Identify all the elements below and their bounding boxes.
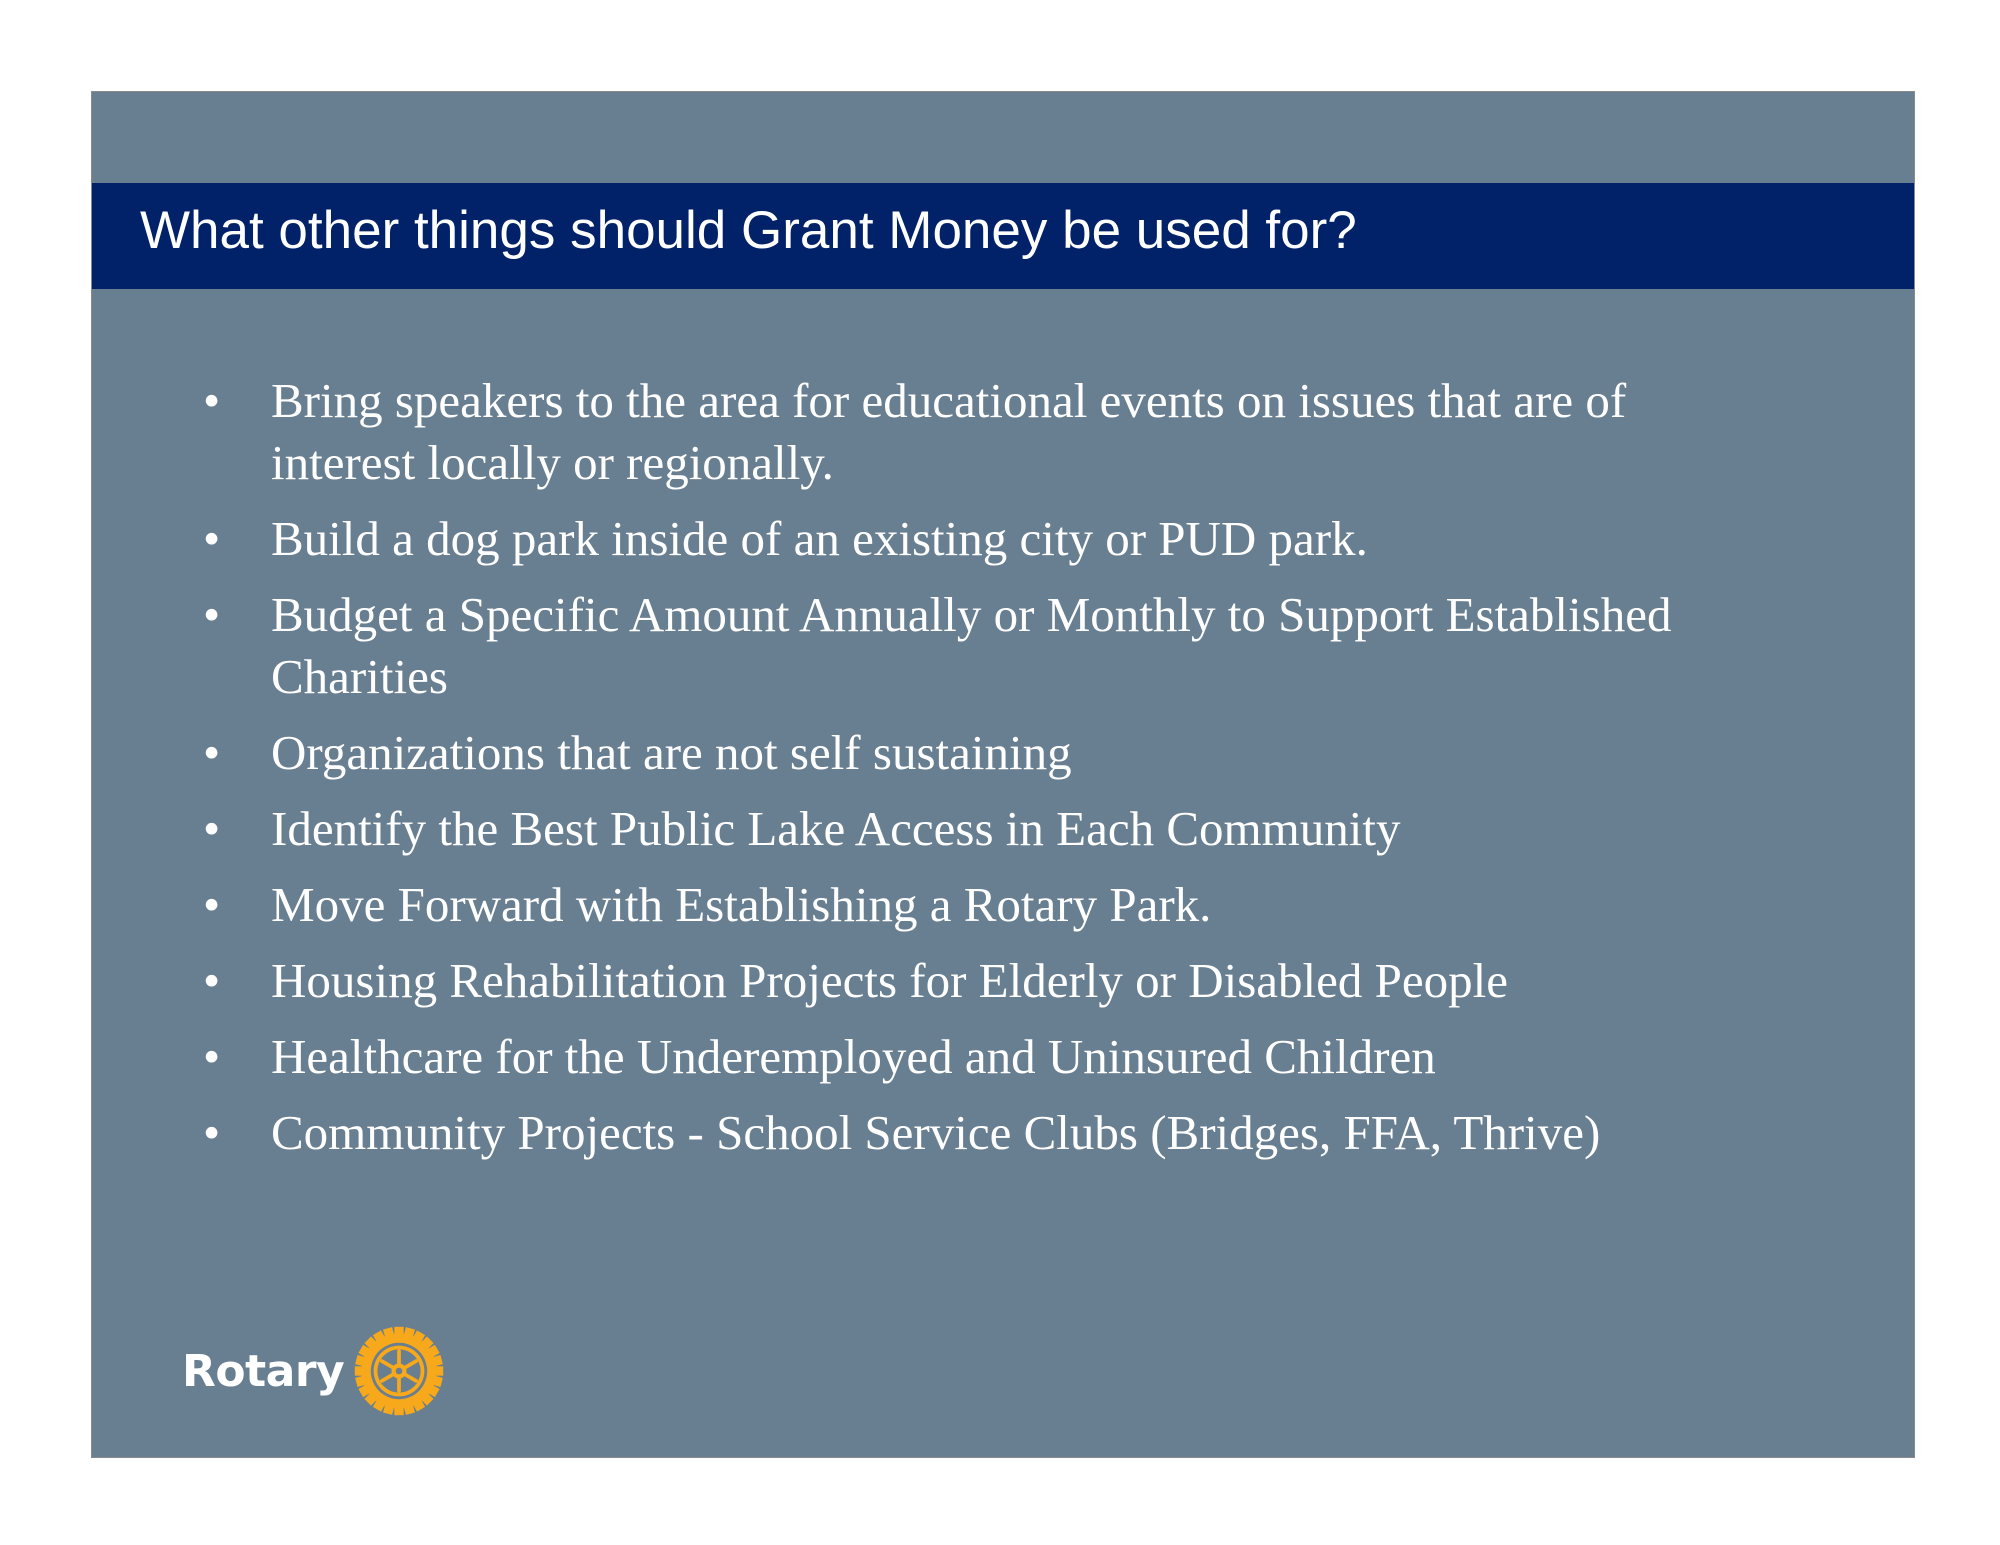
title-bar <box>92 183 1914 289</box>
bullet-item <box>92 722 1892 784</box>
bullet-text: Community Projects - School Service Clubs (Bridges, FFA, Thrive) <box>271 1105 1601 1160</box>
bullet-mark: • <box>203 1029 221 1084</box>
bullet-item <box>92 1102 1892 1164</box>
bullet-mark: • <box>203 725 221 780</box>
bullet-mark: • <box>203 1105 221 1160</box>
rotary-wheel-icon <box>352 1324 446 1418</box>
bullet-item <box>92 874 1892 936</box>
bullet-text: Budget a Specific Amount Annually or Monthly to Support Established Charities <box>271 587 1672 704</box>
bullet-mark: • <box>203 587 221 642</box>
bullet-mark: • <box>203 877 221 932</box>
bullet-text: Healthcare for the Underemployed and Uninsured Children <box>271 1029 1436 1084</box>
rotary-logo <box>182 1324 446 1418</box>
bullet-text: Bring speakers to the area for educational events on issues that are of interest locally or regionally. <box>271 373 1627 490</box>
bullet-mark: • <box>203 953 221 1008</box>
logo-wordmark: Rotary <box>182 1345 345 1397</box>
slide-title: What other things should Grant Money be used for? <box>140 201 1357 260</box>
bullet-text: Move Forward with Establishing a Rotary Park. <box>271 877 1212 932</box>
bullet-item <box>92 584 1892 708</box>
bullet-item <box>92 1026 1892 1088</box>
bullet-mark: • <box>203 373 221 428</box>
slide <box>91 91 1915 1458</box>
bullet-text: Housing Rehabilitation Projects for Elderly or Disabled People <box>271 953 1509 1008</box>
bullet-text: Identify the Best Public Lake Access in Each Community <box>271 801 1401 856</box>
bullet-mark: • <box>203 511 221 566</box>
bullet-text: Build a dog park inside of an existing city or PUD park. <box>271 511 1368 566</box>
bullet-mark: • <box>203 801 221 856</box>
bullet-list <box>92 370 1892 1178</box>
bullet-item <box>92 508 1892 570</box>
bullet-item <box>92 950 1892 1012</box>
bullet-item <box>92 370 1892 494</box>
bullet-text: Organizations that are not self sustaining <box>271 725 1072 780</box>
bullet-item <box>92 798 1892 860</box>
